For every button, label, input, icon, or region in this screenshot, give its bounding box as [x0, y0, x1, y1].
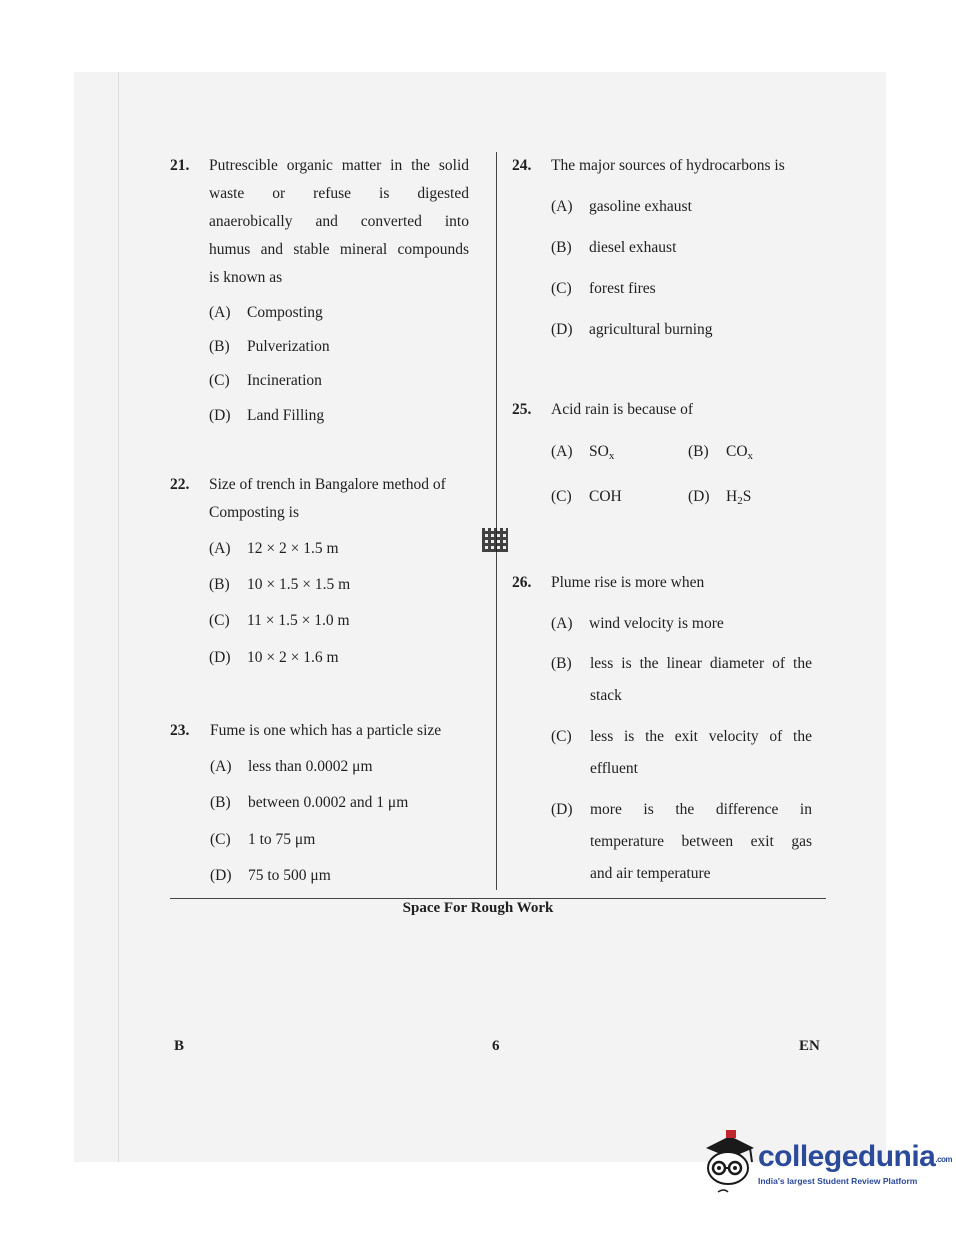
option-b[interactable] — [209, 333, 330, 361]
option-d-text — [590, 796, 812, 888]
option-label: (C) — [209, 372, 230, 389]
option-label: (D) — [688, 488, 710, 505]
option-line: effluent — [590, 760, 638, 777]
page-number: 6 — [492, 1038, 500, 1054]
option-d[interactable] — [210, 862, 331, 890]
option-b[interactable] — [551, 650, 589, 678]
option-text-tail: S — [742, 488, 752, 505]
option-c[interactable] — [551, 275, 656, 303]
option-line: less is the exit velocity of the — [590, 728, 812, 745]
option-text: 12 × 2 × 1.5 m — [247, 540, 339, 557]
option-label: (A) — [551, 443, 573, 460]
option-a[interactable] — [551, 438, 614, 466]
brand-domain: .com — [935, 1155, 953, 1164]
option-text: Land Filling — [247, 407, 325, 424]
option-a[interactable] — [551, 193, 692, 221]
option-label: (B) — [209, 576, 230, 593]
option-d[interactable] — [209, 402, 324, 430]
option-a[interactable] — [209, 299, 323, 327]
option-subscript: x — [608, 450, 615, 462]
booklet-code: B — [174, 1038, 185, 1054]
option-text: 75 to 500 μm — [248, 867, 331, 884]
question-line: Fume is one which has a particle size — [210, 722, 442, 739]
question-text — [210, 717, 470, 745]
option-d[interactable] — [209, 644, 339, 672]
option-label: (C) — [551, 488, 572, 505]
question-line: waste or refuse is digested — [209, 185, 469, 202]
option-text: wind velocity is more — [589, 615, 724, 632]
option-label: (C) — [551, 280, 572, 297]
question-text: The major sources of hydrocarbons is — [551, 157, 785, 174]
collegedunia-logo — [700, 1126, 953, 1196]
question-line: Size of trench in Bangalore method of — [209, 476, 446, 493]
option-c[interactable] — [210, 826, 315, 854]
option-text: less than 0.0002 μm — [248, 758, 373, 775]
brand-tagline: India's largest Student Review Platform — [758, 1176, 918, 1186]
option-text: diesel exhaust — [589, 239, 677, 256]
option-label: (A) — [210, 758, 232, 775]
option-subscript: 2 — [737, 495, 743, 507]
option-text: agricultural burning — [589, 321, 713, 338]
mascot-icon — [700, 1126, 756, 1196]
question-line: is known as — [209, 269, 283, 286]
option-label: (C) — [210, 831, 231, 848]
option-text: Incineration — [247, 372, 322, 389]
option-a[interactable] — [551, 610, 724, 638]
option-text: Pulverization — [247, 338, 330, 355]
option-b[interactable] — [688, 438, 753, 466]
option-label: (A) — [209, 540, 231, 557]
option-text: H — [726, 488, 738, 505]
brand-name — [758, 1140, 952, 1174]
option-text: SO — [589, 443, 609, 460]
option-label: (B) — [688, 443, 709, 460]
option-label: (D) — [210, 867, 232, 884]
question-line: anaerobically and converted into — [209, 213, 469, 230]
option-c[interactable] — [209, 607, 350, 635]
option-label: (B) — [551, 655, 572, 672]
option-line: less is the linear diameter of the — [590, 655, 812, 672]
scanned-page — [74, 72, 886, 1162]
brand-text: collegedunia — [758, 1140, 936, 1173]
option-c[interactable] — [209, 367, 322, 395]
option-b[interactable] — [551, 234, 676, 262]
option-text: between 0.0002 and 1 μm — [248, 794, 409, 811]
question-text: Acid rain is because of — [551, 401, 694, 418]
question-number: 23. — [170, 722, 190, 739]
question-text — [209, 471, 471, 527]
question-number: 22. — [170, 476, 190, 493]
footer-rule — [170, 898, 826, 899]
option-line: stack — [590, 687, 622, 704]
option-a[interactable] — [210, 753, 373, 781]
option-label: (A) — [551, 198, 573, 215]
option-text: COH — [589, 488, 622, 505]
question-number: 24. — [512, 157, 532, 174]
option-d[interactable] — [551, 796, 589, 824]
option-label: (B) — [209, 338, 230, 355]
option-label: (A) — [551, 615, 573, 632]
option-text: 10 × 2 × 1.6 m — [247, 649, 339, 666]
option-label: (B) — [210, 794, 231, 811]
option-text: CO — [726, 443, 748, 460]
option-label: (D) — [551, 801, 573, 818]
option-b[interactable] — [210, 789, 408, 817]
question-line: Composting is — [209, 504, 300, 521]
option-line: and air temperature — [590, 865, 711, 882]
option-label: (D) — [209, 649, 231, 666]
option-line: more is the difference in — [590, 801, 812, 818]
option-c[interactable] — [551, 723, 589, 751]
question-number: 21. — [170, 157, 190, 174]
option-b[interactable] — [209, 571, 350, 599]
language-code: EN — [799, 1038, 820, 1054]
question-line: humus and stable mineral compounds — [209, 241, 469, 258]
option-label: (C) — [551, 728, 572, 745]
option-c-text — [590, 723, 812, 783]
option-b-text — [590, 650, 812, 710]
option-d[interactable] — [551, 316, 713, 344]
option-label: (B) — [551, 239, 572, 256]
question-number: 25. — [512, 401, 532, 418]
option-text: gasoline exhaust — [589, 198, 692, 215]
question-text — [209, 152, 469, 292]
option-line: temperature between exit gas — [590, 833, 812, 850]
option-label: (D) — [551, 321, 573, 338]
option-c[interactable] — [551, 483, 622, 511]
option-text: forest fires — [589, 280, 656, 297]
option-text: 11 × 1.5 × 1.0 m — [247, 612, 350, 629]
option-label: (D) — [209, 407, 231, 424]
question-number: 26. — [512, 574, 532, 591]
column-divider — [496, 152, 497, 890]
option-label: (C) — [209, 612, 230, 629]
question-line: Putrescible organic matter in the solid — [209, 157, 469, 174]
option-a[interactable] — [209, 535, 339, 563]
option-text: Composting — [247, 304, 323, 321]
option-text: 10 × 1.5 × 1.5 m — [247, 576, 351, 593]
qr-code-icon — [482, 528, 508, 552]
option-text: 1 to 75 μm — [248, 831, 316, 848]
rough-work-label: Space For Rough Work — [402, 900, 554, 916]
option-subscript: x — [747, 450, 754, 462]
option-d[interactable] — [688, 483, 751, 511]
question-text: Plume rise is more when — [551, 574, 705, 591]
option-label: (A) — [209, 304, 231, 321]
